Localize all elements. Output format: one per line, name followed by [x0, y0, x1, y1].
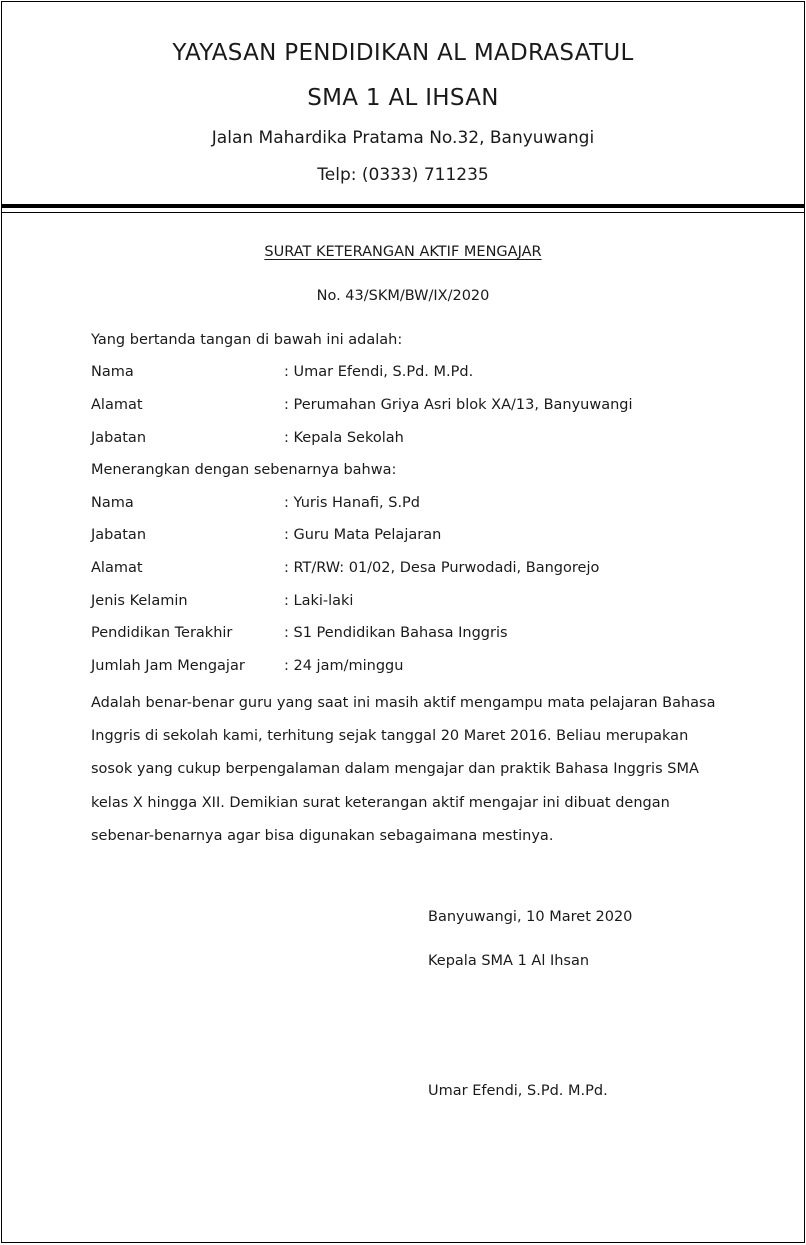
- letter-body-paragraph: [91, 687, 721, 853]
- intro-line: Yang bertanda tangan di bawah ini adalah:: [91, 332, 403, 348]
- subject-address-label: Alamat: [91, 560, 143, 576]
- subject-position-label: Jabatan: [91, 527, 147, 543]
- letterhead-phone: Telp: (0333) 711235: [317, 165, 489, 185]
- letter-page: [1, 1, 805, 1243]
- subject-gender-label: Jenis Kelamin: [91, 593, 188, 609]
- signatory-position-value: : Kepala Sekolah: [284, 430, 404, 446]
- signature-place-date: Banyuwangi, 10 Maret 2020: [428, 909, 633, 925]
- body-line: kelas X hingga XII. Demikian surat keterangan aktif mengajar ini dibuat dengan: [91, 794, 670, 811]
- signatory-address-label: Alamat: [91, 397, 143, 413]
- letterhead-address: Jalan Mahardika Pratama No.32, Banyuwangi: [211, 128, 595, 148]
- subject-gender-value: : Laki-laki: [284, 593, 354, 609]
- subject-education-value: : S1 Pendidikan Bahasa Inggris: [284, 625, 508, 641]
- subject-hours-value: : 24 jam/minggu: [284, 658, 404, 674]
- signatory-name-label: Nama: [91, 364, 134, 380]
- letterhead-divider-thick: [2, 204, 804, 208]
- signatory-name-value: : Umar Efendi, S.Pd. M.Pd.: [284, 364, 474, 380]
- letterhead-divider-thin: [2, 212, 804, 213]
- signatory-address-value: : Perumahan Griya Asri blok XA/13, Banyuwangi: [284, 397, 633, 413]
- subject-position-value: : Guru Mata Pelajaran: [284, 527, 442, 543]
- subject-education-label: Pendidikan Terakhir: [91, 625, 233, 641]
- letterhead-school: SMA 1 AL IHSAN: [307, 85, 499, 111]
- body-line: Adalah benar-benar guru yang saat ini masih aktif mengampu mata pelajaran Bahasa: [91, 695, 716, 711]
- signature-name: Umar Efendi, S.Pd. M.Pd.: [428, 1083, 608, 1099]
- subject-hours-label: Jumlah Jam Mengajar: [91, 658, 245, 674]
- letter-number: No. 43/SKM/BW/IX/2020: [316, 288, 490, 304]
- body-line: sebenar-benarnya agar bisa digunakan sebagaimana mestinya.: [91, 827, 554, 844]
- letter-title: [2, 244, 804, 260]
- letterhead-foundation: YAYASAN PENDIDIKAN AL MADRASATUL: [172, 40, 634, 66]
- body-line: sosok yang cukup berpengalaman dalam mengajar dan praktik Bahasa Inggris SMA: [91, 761, 699, 778]
- subject-address-value: : RT/RW: 01/02, Desa Purwodadi, Bangorejo: [284, 560, 600, 576]
- signatory-position-label: Jabatan: [91, 430, 147, 446]
- statement-line: Menerangkan dengan sebenarnya bahwa:: [91, 462, 397, 478]
- signature-position: Kepala SMA 1 Al Ihsan: [428, 953, 590, 969]
- body-line: Inggris di sekolah kami, terhitung sejak tanggal 20 Maret 2016. Beliau merupakan: [91, 728, 689, 745]
- letter-title-text: SURAT KETERANGAN AKTIF MENGAJAR: [264, 244, 542, 260]
- subject-name-label: Nama: [91, 495, 134, 511]
- subject-name-value: : Yuris Hanafi, S.Pd: [284, 495, 421, 511]
